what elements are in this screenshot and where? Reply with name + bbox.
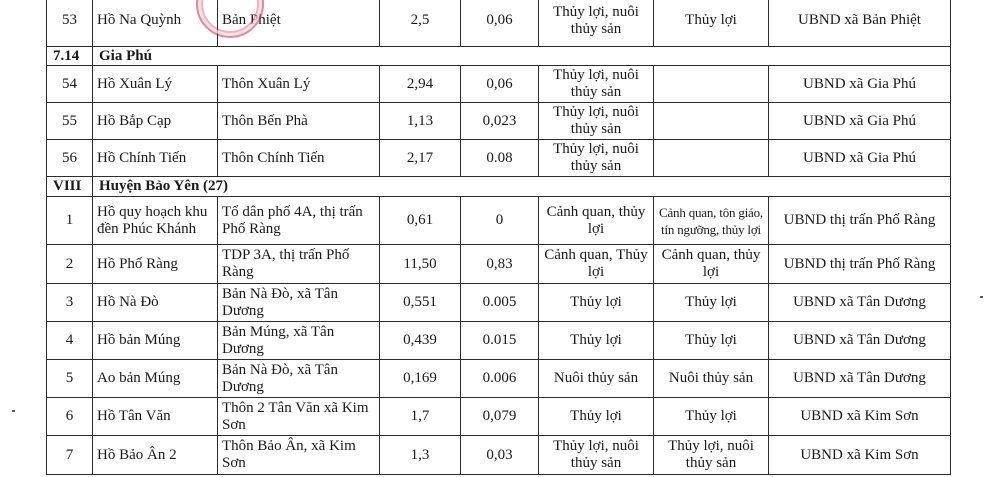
scan-speck <box>980 296 983 298</box>
lake-location: Bản Nà Đò, xã Tân Dương <box>218 284 380 322</box>
table-row <box>47 197 951 245</box>
planned-use: Thủy lợi <box>654 322 769 360</box>
lake-area: 0,61 <box>380 197 461 245</box>
managing-unit: UBND thị trấn Phố Ràng <box>769 245 951 284</box>
lake-name: Hồ Nà Đò <box>93 284 218 322</box>
current-use: Thủy lợi, nuôi thủy sản <box>539 436 654 475</box>
table-row <box>47 360 951 398</box>
lake-name: Hồ Tân Văn <box>93 398 218 436</box>
managing-unit: UBND xã Bản Phiệt <box>769 0 951 47</box>
row-stt: 7 <box>47 436 93 475</box>
section-code: 7.14 <box>47 47 93 66</box>
lake-area: 2,94 <box>380 66 461 103</box>
planned-use: Nuôi thủy sản <box>654 360 769 398</box>
table-row <box>47 140 951 177</box>
lake-location: Thôn 2 Tân Văn xã Kim Sơn <box>218 398 380 436</box>
lake-volume: 0.015 <box>461 322 539 360</box>
row-stt: 56 <box>47 140 93 177</box>
lake-name: Hồ Bắp Cạp <box>93 103 218 140</box>
lake-volume: 0.006 <box>461 360 539 398</box>
row-stt: 55 <box>47 103 93 140</box>
managing-unit: UBND xã Gia Phú <box>769 103 951 140</box>
table-row <box>47 66 951 103</box>
row-stt: 54 <box>47 66 93 103</box>
lake-volume: 0,03 <box>461 436 539 475</box>
managing-unit: UBND xã Tân Dương <box>769 284 951 322</box>
section-code: VIII <box>47 177 93 197</box>
managing-unit: UBND xã Tân Dương <box>769 360 951 398</box>
lake-name: Hồ Xuân Lý <box>93 66 218 103</box>
planned-use <box>654 103 769 140</box>
lake-location: TDP 3A, thị trấn Phố Ràng <box>218 245 380 284</box>
planned-use: Cảnh quan, tôn giáo, tín ngưỡng, thủy lợi <box>654 197 769 245</box>
lake-volume: 0,079 <box>461 398 539 436</box>
lake-area: 2,5 <box>380 0 461 47</box>
table-row <box>47 245 951 284</box>
lake-location: Thôn Bảo Ân, xã Kim Sơn <box>218 436 380 475</box>
lake-location: Bản Múng, xã Tân Dương <box>218 322 380 360</box>
lake-name: Hồ Na Quỳnh <box>93 0 218 47</box>
current-use: Thủy lợi <box>539 284 654 322</box>
lake-volume: 0,06 <box>461 66 539 103</box>
lake-volume: 0,023 <box>461 103 539 140</box>
table-row <box>47 284 951 322</box>
lake-name: Hồ Chính Tiến <box>93 140 218 177</box>
managing-unit: UBND xã Gia Phú <box>769 140 951 177</box>
managing-unit: UBND thị trấn Phố Ràng <box>769 197 951 245</box>
table-row <box>47 322 951 360</box>
lake-name: Hồ quy hoạch khu đền Phúc Khánh <box>93 197 218 245</box>
planned-use: Thủy lợi <box>654 0 769 47</box>
current-use: Cảnh quan, Thủy lợi <box>539 245 654 284</box>
managing-unit: UBND xã Kim Sơn <box>769 436 951 475</box>
row-stt: 53 <box>47 0 93 47</box>
section-title: Gia Phú <box>93 47 951 66</box>
lake-volume: 0.08 <box>461 140 539 177</box>
row-stt: 4 <box>47 322 93 360</box>
table-row <box>47 398 951 436</box>
lake-name: Hồ Phố Ràng <box>93 245 218 284</box>
lake-name: Hồ Bảo Ân 2 <box>93 436 218 475</box>
lake-area: 1,13 <box>380 103 461 140</box>
table-row <box>47 0 951 47</box>
current-use: Thủy lợi, nuôi thủy sản <box>539 140 654 177</box>
lake-area: 0,439 <box>380 322 461 360</box>
current-use: Thủy lợi, nuôi thủy sản <box>539 66 654 103</box>
row-stt: 3 <box>47 284 93 322</box>
current-use: Thủy lợi, nuôi thủy sản <box>539 0 654 47</box>
lake-name: Hồ bản Múng <box>93 322 218 360</box>
planned-use <box>654 66 769 103</box>
lake-area: 2,17 <box>380 140 461 177</box>
current-use: Thủy lợi <box>539 322 654 360</box>
lake-area: 1,7 <box>380 398 461 436</box>
planned-use: Thủy lợi <box>654 284 769 322</box>
lake-volume: 0.005 <box>461 284 539 322</box>
managing-unit: UBND xã Gia Phú <box>769 66 951 103</box>
section-row-gia-phu <box>47 47 951 66</box>
current-use: Thủy lợi, nuôi thủy sản <box>539 103 654 140</box>
lake-area: 11,50 <box>380 245 461 284</box>
planned-use: Thủy lợi, nuôi thủy sản <box>654 436 769 475</box>
lake-location: Thôn Chính Tiến <box>218 140 380 177</box>
lake-volume: 0 <box>461 197 539 245</box>
lake-location: Bản Phiệt <box>218 0 380 47</box>
table-row <box>47 436 951 475</box>
planned-use: Thủy lợi <box>654 398 769 436</box>
scan-speck <box>12 410 15 412</box>
planned-use <box>654 140 769 177</box>
lake-volume: 0,83 <box>461 245 539 284</box>
section-row-bao-yen <box>47 177 951 197</box>
current-use: Nuôi thủy sản <box>539 360 654 398</box>
lake-location: Tổ dân phố 4A, thị trấn Phố Ràng <box>218 197 380 245</box>
lake-area: 0,551 <box>380 284 461 322</box>
lake-name: Ao bản Múng <box>93 360 218 398</box>
planned-use: Cảnh quan, thủy lợi <box>654 245 769 284</box>
lake-volume: 0,06 <box>461 0 539 47</box>
table-row <box>47 103 951 140</box>
lake-location: Thôn Bến Phà <box>218 103 380 140</box>
lake-location: Thôn Xuân Lý <box>218 66 380 103</box>
current-use: Cảnh quan, thủy lợi <box>539 197 654 245</box>
section-title: Huyện Bảo Yên (27) <box>93 177 951 197</box>
lake-list-table <box>46 0 951 475</box>
current-use: Thủy lợi <box>539 398 654 436</box>
row-stt: 6 <box>47 398 93 436</box>
row-stt: 1 <box>47 197 93 245</box>
managing-unit: UBND xã Kim Sơn <box>769 398 951 436</box>
row-stt: 5 <box>47 360 93 398</box>
lake-location: Bản Nà Đò, xã Tân Dương <box>218 360 380 398</box>
managing-unit: UBND xã Tân Dương <box>769 322 951 360</box>
lake-area: 1,3 <box>380 436 461 475</box>
lake-area: 0,169 <box>380 360 461 398</box>
row-stt: 2 <box>47 245 93 284</box>
